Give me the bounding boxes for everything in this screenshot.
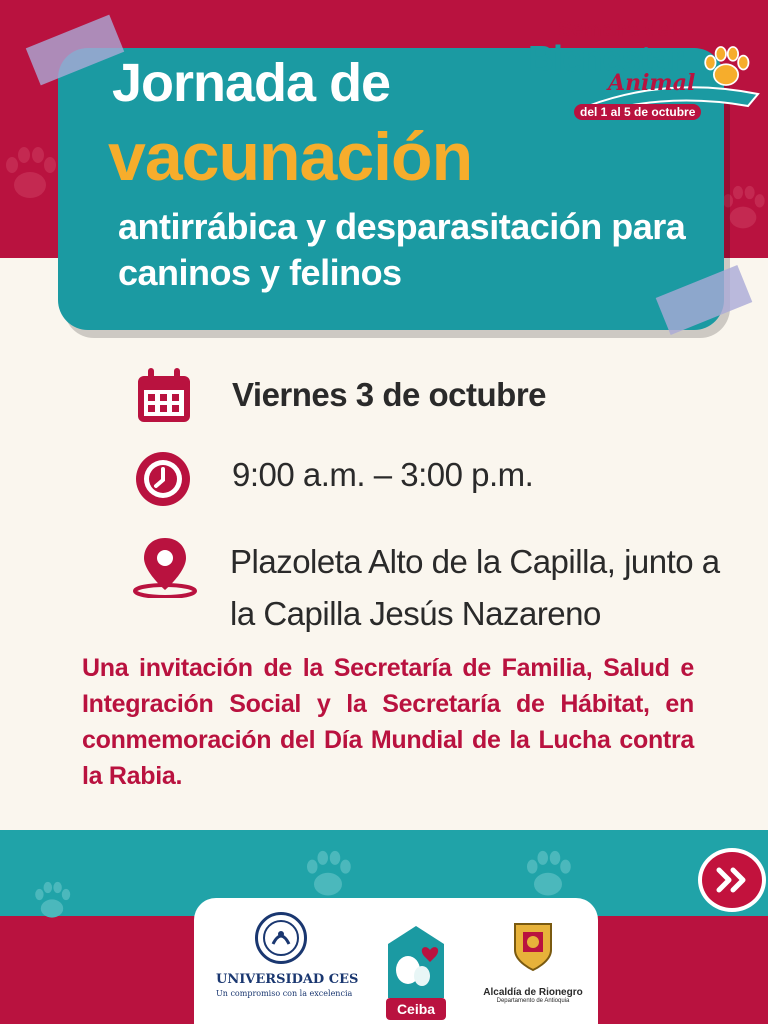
ces-tagline: Un compromiso con la excelencia [216,989,353,998]
paw-print-icon [718,170,768,240]
paw-print-icon [520,836,576,906]
event-date: Viernes 3 de octubre [232,376,547,413]
ceiba-name: Ceiba [386,998,446,1020]
map-pin-icon [132,536,198,598]
badge-line-2: Bienestar [528,38,684,79]
paw-print-icon [30,870,74,926]
ces-name: UNIVERSIDAD CES [216,972,359,987]
alcaldia-name: Alcaldía de Rionegro [483,987,583,998]
universidad-ces-logo [216,912,359,1018]
title-line-1: Jornada de [112,53,391,113]
badge-dates: del 1 al 5 de octubre [574,104,701,120]
calendar-icon [134,366,194,426]
clock-icon [134,450,192,508]
paw-print-icon [300,836,356,906]
ces-seal-icon [255,912,307,964]
title-line-2: vacunación [108,119,473,195]
subtitle: antirrábica y desparasitación para caninos y felinos [118,206,686,293]
event-time: 9:00 a.m. – 3:00 p.m. [232,456,534,493]
dog-cat-heart-icon [382,922,450,1002]
coat-of-arms-icon [511,918,555,974]
event-location: Plazoleta Alto de la Capilla, junto a la Capilla Jesús Nazareno [230,543,720,632]
ceiba-logo [376,922,456,1022]
paw-print-icon [0,130,60,210]
alcaldia-sub: Departamento de Antioquia [496,998,570,1004]
double-chevron-right-icon [715,866,749,894]
sponsor-footer [194,898,598,1024]
semana-bienestar-logo [518,10,762,128]
badge-line-3: Animal [608,70,696,96]
badge-line-1: Semana del [558,18,675,41]
invitation-text: Una invitación de la Secretaría de Familia, Salud e Integración Social y la Secretaría de Hábitat, en conmemoración del Día Mundial de la Lucha contra la Rabia. [82,654,694,790]
paw-logo-icon [700,40,752,92]
next-button[interactable] [698,848,766,912]
alcaldia-rionegro-logo [478,918,588,1018]
